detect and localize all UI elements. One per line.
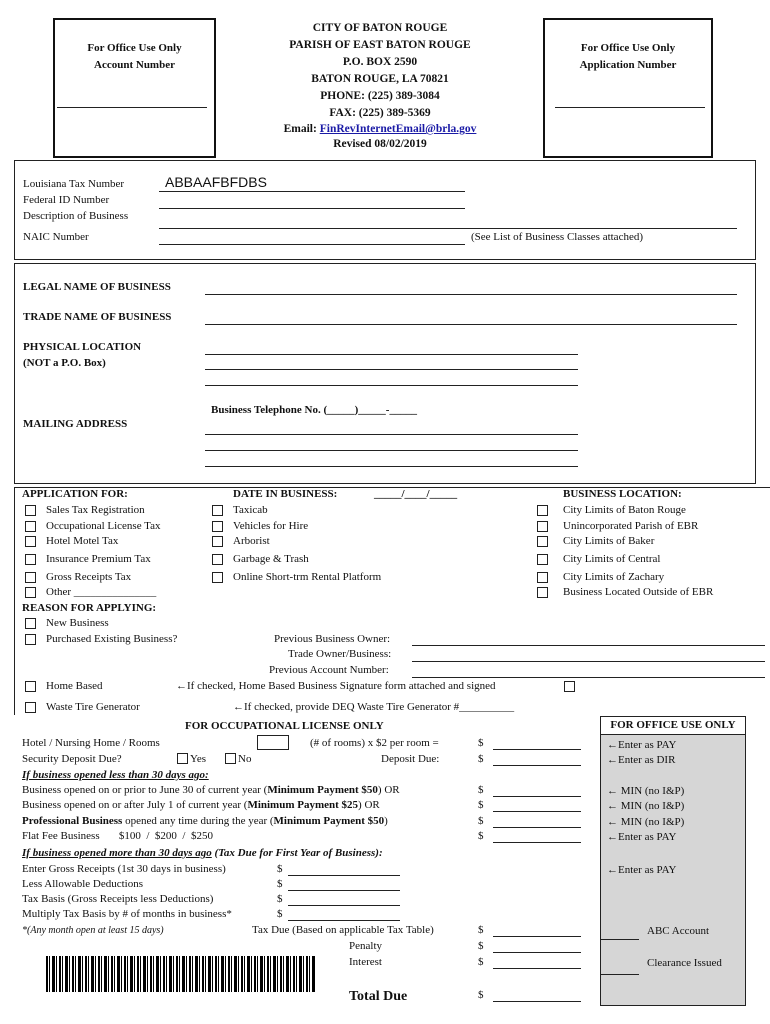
dollar-sign: $ bbox=[478, 989, 484, 1001]
new-business-checkbox[interactable] bbox=[25, 618, 36, 629]
business-location-label: Business Located Outside of EBR bbox=[563, 586, 714, 598]
tax-due-label: Tax Due (Based on applicable Tax Table) bbox=[252, 924, 434, 936]
amount-field[interactable] bbox=[493, 811, 581, 812]
amount-field[interactable] bbox=[493, 968, 581, 969]
physical-location-field-3[interactable] bbox=[205, 385, 578, 386]
opened-after-min: Minimum Payment $25 bbox=[247, 799, 359, 811]
tax-number-field[interactable] bbox=[159, 191, 465, 192]
physical-location-field-1[interactable] bbox=[205, 354, 578, 355]
header-fax: FAX: (225) 389-5369 bbox=[329, 107, 431, 119]
application-checkbox[interactable] bbox=[25, 505, 36, 516]
application-checkbox[interactable] bbox=[25, 587, 36, 598]
amount-field[interactable] bbox=[493, 749, 581, 750]
header-email bbox=[230, 122, 530, 137]
business-location-label: City Limits of Zachary bbox=[563, 571, 665, 583]
business-location-checkbox[interactable] bbox=[537, 587, 548, 598]
previous-account-label: Previous Account Number: bbox=[269, 664, 389, 676]
business-type-label: Vehicles for Hire bbox=[233, 520, 309, 532]
clearance-field[interactable] bbox=[601, 974, 639, 975]
total-due-label: Total Due bbox=[349, 989, 408, 1004]
email-link[interactable]: FinRevInternetEmail@brla.gov bbox=[319, 123, 477, 135]
business-section bbox=[14, 263, 756, 484]
application-checkbox[interactable] bbox=[25, 536, 36, 547]
description-field[interactable] bbox=[159, 228, 737, 229]
legal-name-label: LEGAL NAME OF BUSINESS bbox=[23, 281, 171, 293]
abc-account-label: ABC Account bbox=[647, 925, 710, 937]
more-30-days-heading bbox=[22, 847, 383, 860]
amount-field[interactable] bbox=[288, 890, 400, 891]
office-use-title: FOR OFFICE USE ONLY bbox=[601, 717, 745, 735]
office-application-line1: For Office Use Only bbox=[580, 42, 676, 54]
dollar-sign: $ bbox=[478, 956, 484, 968]
business-location-checkbox[interactable] bbox=[537, 505, 548, 516]
business-location-checkbox[interactable] bbox=[537, 572, 548, 583]
business-type-checkbox[interactable] bbox=[212, 505, 223, 516]
application-item-label: Gross Receipts Tax bbox=[46, 571, 132, 583]
business-type-label: Garbage & Trash bbox=[233, 553, 309, 565]
office-min-3: ← MIN (no I&P) bbox=[607, 816, 685, 828]
opened-before-min: Minimum Payment $50 bbox=[267, 784, 378, 796]
previous-account-field[interactable] bbox=[412, 677, 765, 678]
header-city: CITY OF BATON ROUGE bbox=[312, 22, 448, 34]
professional-min: Minimum Payment $50 bbox=[273, 815, 385, 827]
application-item-label: Hotel Motel Tax bbox=[46, 535, 119, 547]
dollar-sign: $ bbox=[277, 908, 283, 920]
barcode bbox=[46, 956, 316, 992]
legal-name-field[interactable] bbox=[205, 294, 737, 295]
agency-header bbox=[230, 20, 530, 152]
application-checkbox[interactable] bbox=[25, 572, 36, 583]
application-checkbox[interactable] bbox=[25, 521, 36, 532]
business-type-checkbox[interactable] bbox=[212, 572, 223, 583]
previous-owner-label: Previous Business Owner: bbox=[274, 633, 391, 645]
professional-business bbox=[22, 815, 388, 828]
dollar-sign: $ bbox=[478, 940, 484, 952]
opened-after-text: Business opened on or after July 1 of current year ( bbox=[22, 799, 248, 811]
home-signature-checkbox[interactable] bbox=[564, 681, 575, 692]
office-use-column bbox=[600, 716, 746, 1006]
tax-number-label: Louisiana Tax Number bbox=[23, 178, 125, 190]
office-pay-2: ←Enter as PAY bbox=[607, 831, 677, 843]
professional-post: ) bbox=[384, 815, 388, 827]
deposit-yes-label: Yes bbox=[190, 753, 207, 765]
opened-before-july bbox=[22, 784, 400, 797]
penalty-label: Penalty bbox=[349, 940, 382, 952]
business-location-checkbox[interactable] bbox=[537, 521, 548, 532]
application-for-title: APPLICATION FOR: bbox=[22, 488, 128, 500]
mailing-address-label: MAILING ADDRESS bbox=[23, 418, 128, 430]
application-item-label: Sales Tax Registration bbox=[46, 504, 145, 516]
less-30-days-heading: If business opened less than 30 days ago: bbox=[22, 769, 209, 781]
amount-field[interactable] bbox=[493, 842, 581, 843]
amount-field[interactable] bbox=[493, 796, 581, 797]
amount-field[interactable] bbox=[493, 936, 581, 937]
home-based-checkbox[interactable] bbox=[25, 681, 36, 692]
dollar-sign: $ bbox=[478, 830, 484, 842]
professional-text: opened any time during the year ( bbox=[122, 815, 274, 827]
business-location-label: City Limits of Central bbox=[563, 553, 661, 565]
date-in-business-title: DATE IN BUSINESS: bbox=[233, 488, 338, 500]
more-30-underlined: If business opened more than 30 days ago bbox=[22, 847, 212, 859]
mailing-address-field-1[interactable] bbox=[205, 434, 578, 435]
amount-field[interactable] bbox=[493, 952, 581, 953]
application-item-label: Other _______________ bbox=[46, 586, 157, 598]
naic-field[interactable] bbox=[159, 244, 465, 245]
deposit-due-label: Deposit Due: bbox=[381, 753, 440, 765]
tax-number-value[interactable]: ABBAAFBFDBS bbox=[165, 174, 267, 190]
new-business-label: New Business bbox=[46, 617, 109, 629]
office-dir: ←Enter as DIR bbox=[607, 754, 676, 766]
office-application-line2: Application Number bbox=[579, 59, 677, 71]
amount-field[interactable] bbox=[288, 905, 400, 906]
purchased-business-checkbox[interactable] bbox=[25, 634, 36, 645]
account-number-field[interactable] bbox=[57, 107, 207, 108]
multiply-label: Multiply Tax Basis by # of months in business* bbox=[22, 908, 232, 920]
dollar-sign: $ bbox=[478, 799, 484, 811]
dollar-sign: $ bbox=[277, 893, 283, 905]
deposit-no-label: No bbox=[238, 753, 252, 765]
business-type-label: Arborist bbox=[233, 535, 270, 547]
opened-after-july bbox=[22, 799, 380, 812]
mailing-address-field-2[interactable] bbox=[205, 450, 578, 451]
home-based-label: Home Based bbox=[46, 680, 103, 692]
amount-field[interactable] bbox=[288, 920, 400, 921]
dollar-sign: $ bbox=[478, 784, 484, 796]
deposit-question: Security Deposit Due? bbox=[22, 753, 122, 765]
trade-owner-label: Trade Owner/Business: bbox=[288, 648, 392, 660]
description-label: Description of Business bbox=[23, 210, 129, 222]
application-item-label: Insurance Premium Tax bbox=[46, 553, 151, 565]
physical-location-note: (NOT a P.O. Box) bbox=[23, 357, 106, 369]
dollar-sign: $ bbox=[277, 878, 283, 890]
application-checkbox[interactable] bbox=[25, 554, 36, 565]
office-pay-1: ←Enter as PAY bbox=[607, 739, 677, 751]
office-application-box bbox=[543, 18, 713, 158]
business-location-title: BUSINESS LOCATION: bbox=[563, 488, 682, 500]
professional-label: Professional Business bbox=[22, 815, 123, 827]
waste-tire-label: Waste Tire Generator bbox=[46, 701, 140, 713]
previous-owner-field[interactable] bbox=[412, 645, 765, 646]
more-30-tail: (Tax Due for First Year of Business): bbox=[211, 847, 383, 859]
naic-note: (See List of Business Classes attached) bbox=[471, 231, 643, 243]
federal-id-field[interactable] bbox=[159, 208, 465, 209]
dollar-sign: $ bbox=[478, 924, 484, 936]
rooms-input[interactable] bbox=[257, 735, 289, 750]
header-revised: Revised 08/02/2019 bbox=[333, 138, 427, 150]
amount-field[interactable] bbox=[493, 765, 581, 766]
opened-before-text: Business opened on or prior to June 30 of current year ( bbox=[22, 784, 268, 796]
business-type-label: Taxicab bbox=[233, 504, 268, 516]
trade-name-field[interactable] bbox=[205, 324, 737, 325]
business-location-checkbox[interactable] bbox=[537, 536, 548, 547]
deposit-yes-checkbox[interactable] bbox=[177, 753, 188, 764]
occupational-title: FOR OCCUPATIONAL LICENSE ONLY bbox=[185, 720, 384, 732]
office-min-2: ← MIN (no I&P) bbox=[607, 800, 685, 812]
id-section bbox=[14, 160, 756, 260]
business-type-checkbox[interactable] bbox=[212, 554, 223, 565]
business-location-checkbox[interactable] bbox=[537, 554, 548, 565]
tax-basis-label: Tax Basis (Gross Receipts less Deductions) bbox=[22, 893, 214, 905]
dollar-sign: $ bbox=[478, 737, 484, 749]
physical-location-label: PHYSICAL LOCATION bbox=[23, 341, 142, 353]
header-pobox: P.O. BOX 2590 bbox=[342, 56, 418, 68]
opened-after-post: ) OR bbox=[358, 799, 380, 811]
business-location-label: City Limits of Baker bbox=[563, 535, 655, 547]
federal-id-label: Federal ID Number bbox=[23, 194, 110, 206]
physical-location-field-2[interactable] bbox=[205, 369, 578, 370]
business-location-label: City Limits of Baton Rouge bbox=[563, 504, 686, 516]
deposit-no-checkbox[interactable] bbox=[225, 753, 236, 764]
waste-tire-note: ←If checked, provide DEQ Waste Tire Generator #__________ bbox=[233, 701, 515, 713]
header-citystate: BATON ROUGE, LA 70821 bbox=[311, 73, 449, 85]
business-type-label: Online Short-trm Rental Platform bbox=[233, 571, 382, 583]
dollar-sign: $ bbox=[277, 863, 283, 875]
interest-label: Interest bbox=[349, 956, 382, 968]
waste-tire-checkbox[interactable] bbox=[25, 702, 36, 713]
any-month-note: *(Any month open at least 15 days) bbox=[22, 925, 164, 936]
email-label: Email: bbox=[283, 123, 317, 135]
office-account-box bbox=[53, 18, 216, 158]
amount-field[interactable] bbox=[493, 827, 581, 828]
home-based-note: ←If checked, Home Based Business Signature form attached and signed bbox=[176, 680, 496, 692]
trade-owner-field[interactable] bbox=[412, 661, 765, 662]
office-account-line2: Account Number bbox=[94, 59, 175, 71]
amount-field[interactable] bbox=[493, 1001, 581, 1002]
office-min-1: ← MIN (no I&P) bbox=[607, 785, 685, 797]
clearance-label: Clearance Issued bbox=[647, 957, 722, 969]
hotel-label: Hotel / Nursing Home / Rooms bbox=[22, 737, 160, 749]
office-account-line1: For Office Use Only bbox=[87, 42, 182, 54]
business-type-checkbox[interactable] bbox=[212, 521, 223, 532]
rooms-calc-label: (# of rooms) x $2 per room = bbox=[310, 737, 439, 749]
trade-name-label: TRADE NAME OF BUSINESS bbox=[23, 311, 172, 323]
date-in-business-field[interactable]: _____/____/_____ bbox=[374, 488, 458, 500]
flat-fee-label: Flat Fee Business $100 / $200 / $250 bbox=[22, 830, 213, 842]
application-item-label: Occupational License Tax bbox=[46, 520, 161, 532]
business-phone-label[interactable]: Business Telephone No. (_____)_____-_____ bbox=[211, 404, 417, 416]
naic-label: NAIC Number bbox=[23, 231, 89, 243]
mailing-address-field-3[interactable] bbox=[205, 466, 578, 467]
dollar-sign: $ bbox=[478, 815, 484, 827]
abc-account-field[interactable] bbox=[601, 939, 639, 940]
business-location-label: Unincorporated Parish of EBR bbox=[563, 520, 699, 532]
header-phone: PHONE: (225) 389-3084 bbox=[320, 90, 440, 102]
office-pay-3: ←Enter as PAY bbox=[607, 864, 677, 876]
application-number-field[interactable] bbox=[555, 107, 705, 108]
opened-before-post: ) OR bbox=[377, 784, 400, 796]
dollar-sign: $ bbox=[478, 753, 484, 765]
gross-receipts-label: Enter Gross Receipts (1st 30 days in business) bbox=[22, 863, 226, 875]
reason-title: REASON FOR APPLYING: bbox=[22, 602, 157, 614]
business-type-checkbox[interactable] bbox=[212, 536, 223, 547]
purchased-business-label: Purchased Existing Business? bbox=[46, 633, 178, 645]
amount-field[interactable] bbox=[288, 875, 400, 876]
header-parish: PARISH OF EAST BATON ROUGE bbox=[289, 39, 471, 51]
deductions-label: Less Allowable Deductions bbox=[22, 878, 143, 890]
